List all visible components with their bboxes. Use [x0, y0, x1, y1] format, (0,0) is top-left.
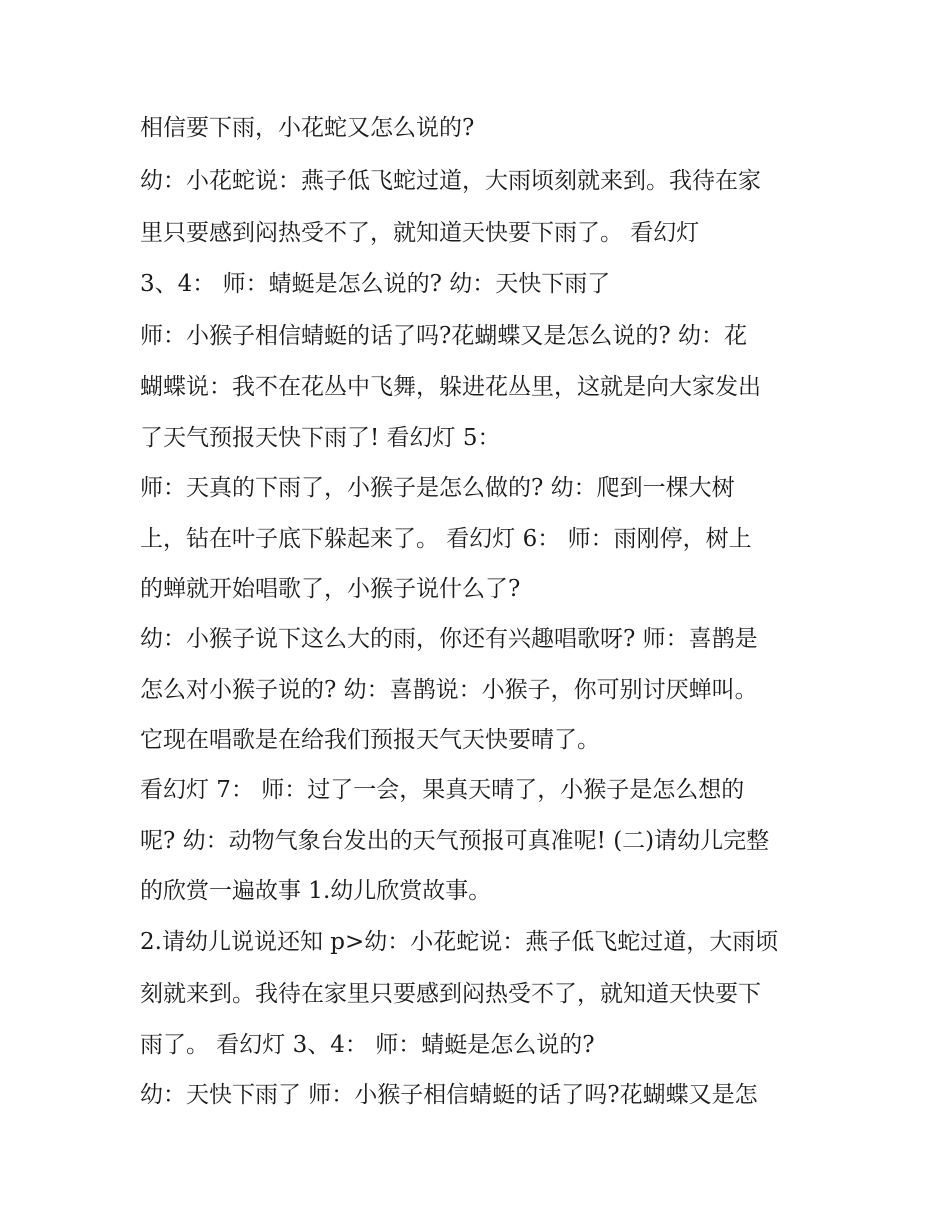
text-line: 师：天真的下雨了，小猴子是怎么做的? 幼：爬到一棵大树	[140, 475, 735, 501]
text-line: 上，钻在叶子底下躲起来了。 看幻灯 6： 师：雨刚停，树上	[140, 526, 752, 552]
text-line: 的蝉就开始唱歌了，小猴子说什么了?	[140, 576, 521, 602]
text-line: 幼：天快下雨了 师：小猴子相信蜻蜓的话了吗?花蝴蝶又是怎	[140, 1082, 758, 1108]
text-line: 它现在唱歌是在给我们预报天气天快要晴了。	[140, 727, 600, 753]
text-line: 师：小猴子相信蜻蜓的话了吗?花蝴蝶又是怎么说的? 幼：花	[140, 323, 747, 349]
text-line: 怎么对小猴子说的? 幼：喜鹊说：小猴子，你可别讨厌蝉叫。	[140, 677, 758, 703]
text-line: 蝴蝶说：我不在花丛中飞舞，躲进花丛里，这就是向大家发出	[140, 374, 761, 400]
text-line: 的欣赏一遍故事 1.幼儿欣赏故事。	[140, 878, 492, 904]
text-line: 刻就来到。我待在家里只要感到闷热受不了，就知道天快要下	[140, 981, 761, 1007]
text-line: 幼：小花蛇说：燕子低飞蛇过道，大雨顷刻就来到。我待在家	[140, 168, 761, 194]
text-line: 雨了。 看幻灯 3、4： 师：蜻蜓是怎么说的?	[140, 1032, 595, 1058]
text-line: 2.请幼儿说说还知 p>幼：小花蛇说：燕子低飞蛇过道，大雨顷	[140, 929, 779, 955]
text-line: 幼：小猴子说下这么大的雨，你还有兴趣唱歌呀? 师：喜鹊是	[140, 626, 758, 652]
text-line: 3、4： 师：蜻蜓是怎么说的? 幼：天快下雨了	[140, 271, 611, 297]
text-line: 相信要下雨，小花蛇又怎么说的?	[140, 115, 475, 141]
text-line: 里只要感到闷热受不了，就知道天快要下雨了。 看幻灯	[140, 220, 700, 246]
text-line: 了天气预报天快下雨了! 看幻灯 5：	[140, 425, 501, 451]
text-line: 呢? 幼：动物气象台发出的天气预报可真准呢! (二)请幼儿完整	[140, 828, 770, 854]
text-line: 看幻灯 7： 师：过了一会，果真天晴了，小猴子是怎么想的	[140, 777, 745, 803]
